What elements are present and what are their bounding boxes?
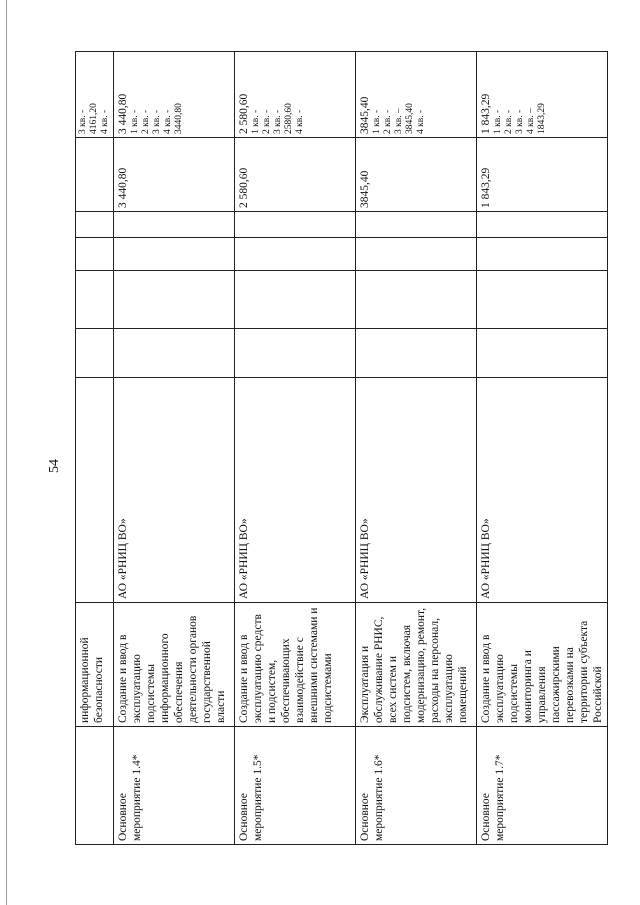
quarter-breakdown-cell [477, 52, 608, 138]
page-number: 54 [47, 459, 62, 473]
quarter-line: 3 кв. - [515, 109, 525, 134]
quarter-line: 1 843,29 [480, 93, 492, 134]
empty-cell [235, 238, 356, 271]
empty-cell [114, 329, 235, 378]
quarter-line: 1 кв. - [251, 109, 261, 134]
quarter-breakdown-cell [114, 52, 235, 138]
table-row [76, 52, 114, 845]
label-cell [76, 727, 114, 845]
quarter-line: 4161,20 [89, 103, 99, 134]
quarter-line: 4 кв. - [163, 109, 173, 134]
activity-label: Основное мероприятие 1.6* [356, 727, 477, 845]
empty-cell [114, 212, 235, 238]
table-row [477, 52, 608, 845]
funding-value: 3 440,80 [114, 138, 235, 212]
funding-value: 1 843,29 [477, 138, 608, 212]
quarter-line: 3 кв. - [152, 109, 162, 134]
quarter-line: 3845,40 [359, 96, 371, 134]
quarter-line: 1843,29 [537, 103, 547, 134]
quarter-line: 3845,40 [405, 103, 415, 134]
quarter-line: 2 кв. - [141, 109, 151, 134]
activity-name: Создание и ввод в эксплуатацию подсистемы информационного обеспечения деятельности органов государственной власти [114, 603, 235, 727]
activity-name: Создание и ввод в эксплуатацию подсистемы мониторинга и управления пассажирскими перевозками на территории субъекта Российской [477, 603, 608, 727]
quarter-line: 3 440,80 [117, 93, 129, 134]
quarter-line: 3 кв. – [394, 108, 404, 134]
table-row [356, 52, 477, 845]
quarter-breakdown-cell [356, 52, 477, 138]
empty-cell [477, 271, 608, 329]
activity-name: Эксплуатация и обслуживание РНИС, всех систем и подсистем, включая модернизацию, ремонт, расходы на персонал, эксплуатацию помещений [356, 603, 477, 727]
quarter-line: 1 кв. - [372, 109, 382, 134]
quarter-line: 2 кв. - [383, 109, 393, 134]
table-row [235, 52, 356, 845]
quarter-line: 4 кв. - [100, 109, 110, 134]
quarter-line: 1 кв. - [130, 109, 140, 134]
activity-label: Основное мероприятие 1.7* [477, 727, 608, 845]
activity-name: Создание и ввод в эксплуатацию средств и подсистем, обеспечивающих взаимодействие с внешними системами и подсистемами [235, 603, 356, 727]
table-sheet [75, 52, 604, 845]
funding-value: 2 580,60 [235, 138, 356, 212]
quarter-line: 2 кв. - [262, 109, 272, 134]
quarter-line: 1 кв. - [493, 109, 503, 134]
empty-cell [356, 329, 477, 378]
quarter-line: 2 кв. - [504, 109, 514, 134]
empty-cell [235, 212, 356, 238]
empty-cell [114, 271, 235, 329]
empty-cell [114, 238, 235, 271]
executor: АО «РНИЦ ВО» [235, 378, 356, 603]
empty-cell [356, 271, 477, 329]
quarter-breakdown-cell [76, 52, 114, 138]
name-cell: информационной безопасности [76, 603, 114, 727]
scan-edge-line [6, 0, 7, 905]
activity-label: Основное мероприятие 1.4* [114, 727, 235, 845]
table-row [114, 52, 235, 845]
empty-cell [76, 212, 114, 238]
empty-cell [356, 238, 477, 271]
empty-cell [76, 138, 114, 212]
quarter-line: 3 кв. - [78, 109, 88, 134]
quarter-line: 4 кв. – [526, 108, 536, 134]
empty-cell [235, 271, 356, 329]
quarter-line: 3440,80 [174, 103, 184, 134]
org-cell [76, 378, 114, 603]
empty-cell [76, 329, 114, 378]
quarter-line: 2580,60 [284, 103, 294, 134]
executor: АО «РНИЦ ВО» [356, 378, 477, 603]
executor: АО «РНИЦ ВО» [114, 378, 235, 603]
quarter-line: 4 кв. - [416, 109, 426, 134]
empty-cell [477, 212, 608, 238]
quarter-breakdown-cell [235, 52, 356, 138]
executor: АО «РНИЦ ВО» [477, 378, 608, 603]
activity-label: Основное мероприятие 1.5* [235, 727, 356, 845]
program-activities-table [75, 51, 608, 845]
empty-cell [356, 212, 477, 238]
quarter-line: 3 кв. - [273, 109, 283, 134]
funding-value: 3845,40 [356, 138, 477, 212]
empty-cell [477, 238, 608, 271]
quarter-line: 4 кв. - [295, 109, 305, 134]
empty-cell [477, 329, 608, 378]
empty-cell [76, 271, 114, 329]
quarter-line: 2 580,60 [238, 93, 250, 134]
rotated-table-container [75, 52, 604, 845]
empty-cell [76, 238, 114, 271]
empty-cell [235, 329, 356, 378]
